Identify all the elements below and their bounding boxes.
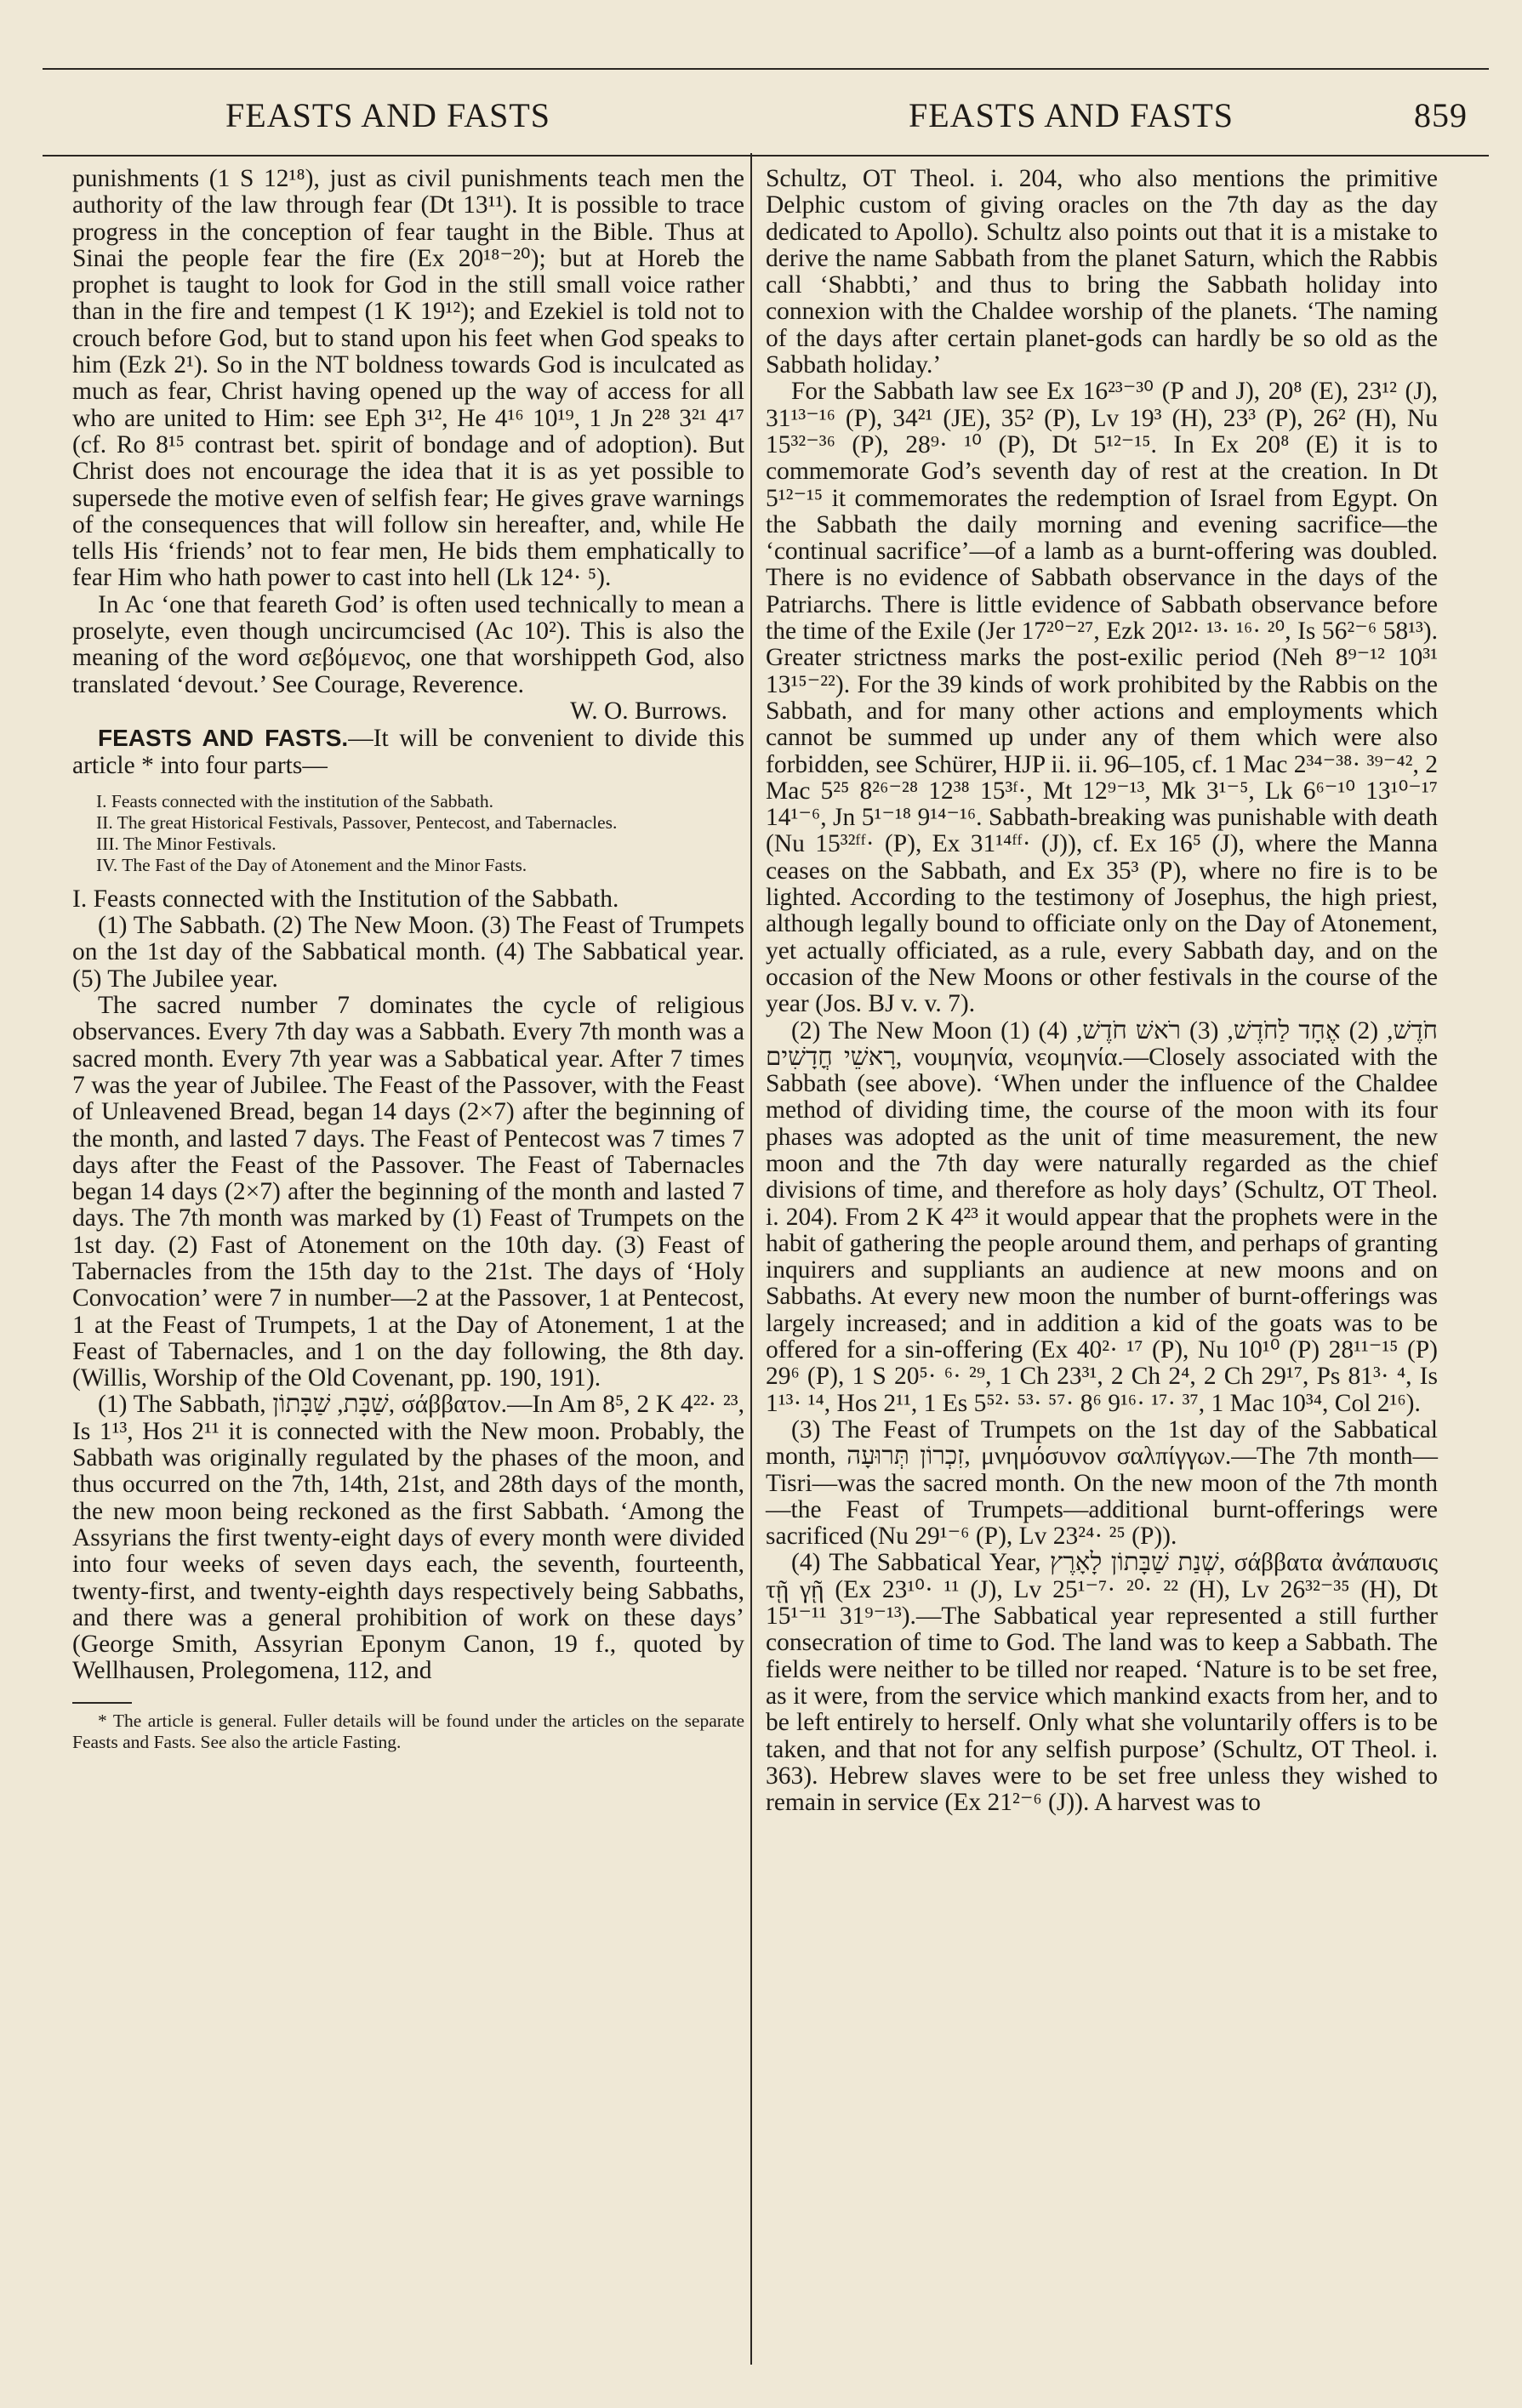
author-signature: W. O. Burrows.	[570, 697, 727, 725]
paragraph: punishments (1 S 12¹⁸), just as civil punishments teach men the authority of the law through fear (Dt 13¹¹). It is possible to trace progress in the conception of fear taught in the Bible. Thus at Sinai the people fear the fire (Ex 20¹⁸⁻²⁰); but at Horeb the prophet is taught to look for God in the still small voice rather than in the fire and tempest (1 K 19¹²); and Ezekiel is told not to crouch before God, but to stand upon his feet when God speaks to him (Ezk 2¹). So in the NT boldness towards God is inculcated as much as fear, Christ having opened up the way of access for all who are united to Him: see Eph 3¹², He 4¹⁶ 10¹⁹, 1 Jn 2²⁸ 3²¹ 4¹⁷ (cf. Ro 8¹⁵ contrast bet. spirit of bondage and of adoption). But Christ does not encourage the idea that it is as yet possible to supersede the motive even of selfish fear; He gives grave warnings of the consequences that will follow sin hereafter, and, while He tells His ‘friends’ not to fear men, He bids them emphatically to fear Him who hath power to cast into hell (Lk 12⁴· ⁵).	[72, 165, 744, 592]
footnote: * The article is general. Fuller details will be found under the articles on the separate Feasts and Fasts. See also the article Fasting.	[72, 1710, 744, 1752]
page-number: 859	[1414, 96, 1468, 134]
footnote-rule	[72, 1702, 132, 1704]
paragraph: For the Sabbath law see Ex 16²³⁻³⁰ (P and J), 20⁸ (E), 23¹² (J), 31¹³⁻¹⁶ (P), 34²¹ (JE), 35² (P), Lv 19³ (H), 23³ (P), 26² (H), Nu 15³²⁻³⁶ (P), 28⁹· ¹⁰ (P), Dt 5¹²⁻¹⁵. In Ex 20⁸ (E) it is to commemorate God’s seventh day of rest at the creation. In Dt 5¹²⁻¹⁵ it commemorates the redemption of Israel from Egypt. On the Sabbath the daily morning and evening sacrifice—the ‘continual sacrifice’—of a lamb as a burnt-offering was doubled. There is no evidence of Sabbath observance in the days of the Patriarchs. There is little evidence of Sabbath observance before the time of the Exile (Jer 17²⁰⁻²⁷, Ezk 20¹²· ¹³· ¹⁶· ²⁰, Is 56²⁻⁶ 58¹³). Greater strictness marks the post-exilic period (Neh 8⁹⁻¹² 10³¹ 13¹⁵⁻²²). For the 39 kinds of work prohibited by the Rabbis on the Sabbath, and for many other actions and employments which cannot be summed up under any of them which were also forbidden, see Schürer, HJP ii. ii. 96–105, cf. 1 Mac 2³⁴⁻³⁸· ³⁹⁻⁴², 2 Mac 5²⁵ 8²⁶⁻²⁸ 12³⁸ 15³ᶠ·, Mt 12⁹⁻¹³, Mk 3¹⁻⁵, Lk 6⁶⁻¹⁰ 13¹⁰⁻¹⁷ 14¹⁻⁶, Jn 5¹⁻¹⁸ 9¹⁴⁻¹⁶. Sabbath-breaking was punishable with death (Nu 15³²ᶠᶠ· (P), Ex 31¹⁴ᶠᶠ· (J)), cf. Ex 16⁵ (J), where the Manna ceases on the Sabbath, and Ex 35³ (P), where no fire is to be lighted. According to the testimony of Josephus, the high priest, although legally bound to officiate only on the Day of Atonement, yet actually officiated, as a rule, every Sabbath day, and on the occasion of the New Moons or other festivals in the course of the year (Jos. BJ v. v. 7).	[766, 378, 1438, 1018]
entry-heading: FEASTS AND FASTS.	[98, 725, 349, 752]
parts-list	[72, 791, 744, 876]
list-item: I. Feasts connected with the institution of the Sabbath.	[96, 790, 493, 811]
list-item: IV. The Fast of the Day of Atonement and the Minor Fasts.	[96, 854, 527, 875]
running-title-right: FEASTS AND FASTS	[909, 96, 1234, 134]
right-column	[766, 166, 1438, 1816]
section-heading: I. Feasts connected with the Institution of the Sabbath.	[72, 885, 619, 913]
column-divider	[750, 153, 752, 2365]
list-item: III. The Minor Festivals.	[96, 833, 276, 854]
running-header	[43, 68, 1489, 157]
entry-paragraph	[72, 725, 744, 779]
list-item: II. The great Historical Festivals, Passover, Pentecost, and Tabernacles.	[96, 811, 618, 833]
paragraph: (1) The Sabbath, שַׁבָּת, שַׁבָּתוֹן, σάββατον.—In Am 8⁵, 2 K 4²²· ²³, Is 1¹³, Hos 2¹¹ it is connected with the New moon. Probably, the Sabbath was originally regulated by the phases of the moon, and thus occurred on the 7th, 14th, 21st, and 28th days of the month, the new moon being reckoned as the first Sabbath. ‘Among the Assyrians the first twenty-eight days of every month were divided into four weeks of seven days each, the seventh, fourteenth, twenty-first, and twenty-eighth days respectively being Sabbaths, and there was a general prohibition of work on these days’ (George Smith, Assyrian Eponym Canon, 19 f., quoted by Wellhausen, Prolegomena, 112, and	[72, 1391, 744, 1685]
entry-intro: —It will be convenient to divide this article * into four parts—	[72, 725, 745, 779]
running-title-left: FEASTS AND FASTS	[225, 96, 551, 134]
paragraph: In Ac ‘one that feareth God’ is often used technically to mean a proselyte, even though uncircumcised (Ac 10²). This is also the meaning of the word σεβόμενος, one that worshippeth God, also translated ‘devout.’ See Courage, Reverence.	[72, 590, 744, 698]
paragraph: Schultz, OT Theol. i. 204, who also mentions the primitive Delphic custom of giving oracles on the 7th day as the day dedicated to Apollo). Schultz also points out that it is a mistake to derive the name Sabbath from the planet Saturn, which the Rabbis call ‘Shabbti,’ and thus to bring the Sabbath holiday into connexion with the Chaldee worship of the planets. ‘The naming of the days after certain planet-gods can hardly be so old as the Sabbath holiday.’	[766, 165, 1438, 379]
paragraph: (2) The New Moon (1) חֹדֶשׁ, (2) אֶחָד לַחֹדֶשׁ, (3) רֹאשׁ חֹדֶשׁ, (4) רָאשֵׁי חֳדָשִׁים, νουμηνία, νεομηνία.—Closely associated with the Sabbath (see above). ‘When under the influence of the Chaldee method of dividing time, the course of the moon with its four phases was adopted as the unit of time measurement, the new moon and the 7th day were naturally regarded as the chief divisions of time, and therefore as holy days’ (Schultz, OT Theol. i. 204). From 2 K 4²³ it would appear that the prophets were in the habit of gathering the people around them, and perhaps of granting inquirers and suppliants an audience at new moons and on Sabbaths. At every new moon the number of burnt-offerings was largely increased; and in addition a kid of the goats was to be offered for a sin-offering (Ex 40²· ¹⁷ (P), Nu 10¹⁰ (P) 28¹¹⁻¹⁵ (P) 29⁶ (P), 1 S 20⁵· ⁶· ²⁹, 1 Ch 23³¹, 2 Ch 2⁴, 2 Ch 29¹⁷, Ps 81³· ⁴, Is 1¹³· ¹⁴, Hos 2¹¹, 1 Es 5⁵²· ⁵³· ⁵⁷· 8⁶ 9¹⁶· ¹⁷· ³⁷, 1 Mac 10³⁴, Col 2¹⁶).	[766, 1016, 1438, 1417]
paragraph: (1) The Sabbath. (2) The New Moon. (3) The Feast of Trumpets on the 1st day of the Sabbatical month. (4) The Sabbatical year. (5) The Jubilee year.	[72, 912, 744, 993]
paragraph: The sacred number 7 dominates the cycle of religious observances. Every 7th day was a Sabbath. Every 7th month was a sacred month. Every 7th year was a Sabbatical year. After 7 times 7 was the year of Jubilee. The Feast of the Passover, with the Feast of Unleavened Bread, began 14 days (2×7) after the beginning of the month, and lasted 7 days. The Feast of Pentecost was 7 times 7 days after the Feast of the Passover. The Feast of Tabernacles began 14 days (2×7) after the beginning of the month and lasted 7 days. The 7th month was marked by (1) Feast of Trumpets on the 1st day. (2) Fast of Atonement on the 10th day. (3) Feast of Tabernacles from the 15th day to the 21st. The days of ‘Holy Convocation’ were 7 in number—2 at the Passover, 1 at Pentecost, 1 at the Feast of Trumpets, 1 at the Day of Atonement, 1 at the Feast of Tabernacles, and 1 on the day following, the 8th day. (Willis, Worship of the Old Covenant, pp. 190, 191).	[72, 992, 744, 1392]
left-column	[72, 166, 744, 1753]
paragraph: (4) The Sabbatical Year, שְׁנַת שַׁבָּתוֹן לָאָרֶץ, σάββατα ἀνάπαυσις τῇ γῇ (Ex 23¹⁰· ¹¹ (J), Lv 25¹⁻⁷· ²⁰· ²² (H), Lv 26³²⁻³⁵ (H), Dt 15¹⁻¹¹ 31⁹⁻¹³).—The Sabbatical year represented a still further consecration of time to God. The land was to keep a Sabbath. The fields were neither to be tilled nor reaped. ‘Nature is to be set free, as it were, from the service which mankind exacts from her, and to be left entirely to herself. Only what she voluntarily offers is to be taken, and that not for any selfish purpose’ (Schultz, OT Theol. i. 363). Hebrew slaves were to be set free unless they wished to remain in service (Ex 21²⁻⁶ (J)). A harvest was to	[766, 1549, 1438, 1817]
paragraph: (3) The Feast of Trumpets on the 1st day of the Sabbatical month, זִכְרוֹן תְּרוּעָה, μνημόσυνον σαλπίγγων.—The 7th month—Tisri—was the sacred month. On the new moon of the 7th month—the Feast of Trumpets—additional burnt-offerings were sacrificed (Nu 29¹⁻⁶ (P), Lv 23²⁴· ²⁵ (P)).	[766, 1415, 1438, 1551]
